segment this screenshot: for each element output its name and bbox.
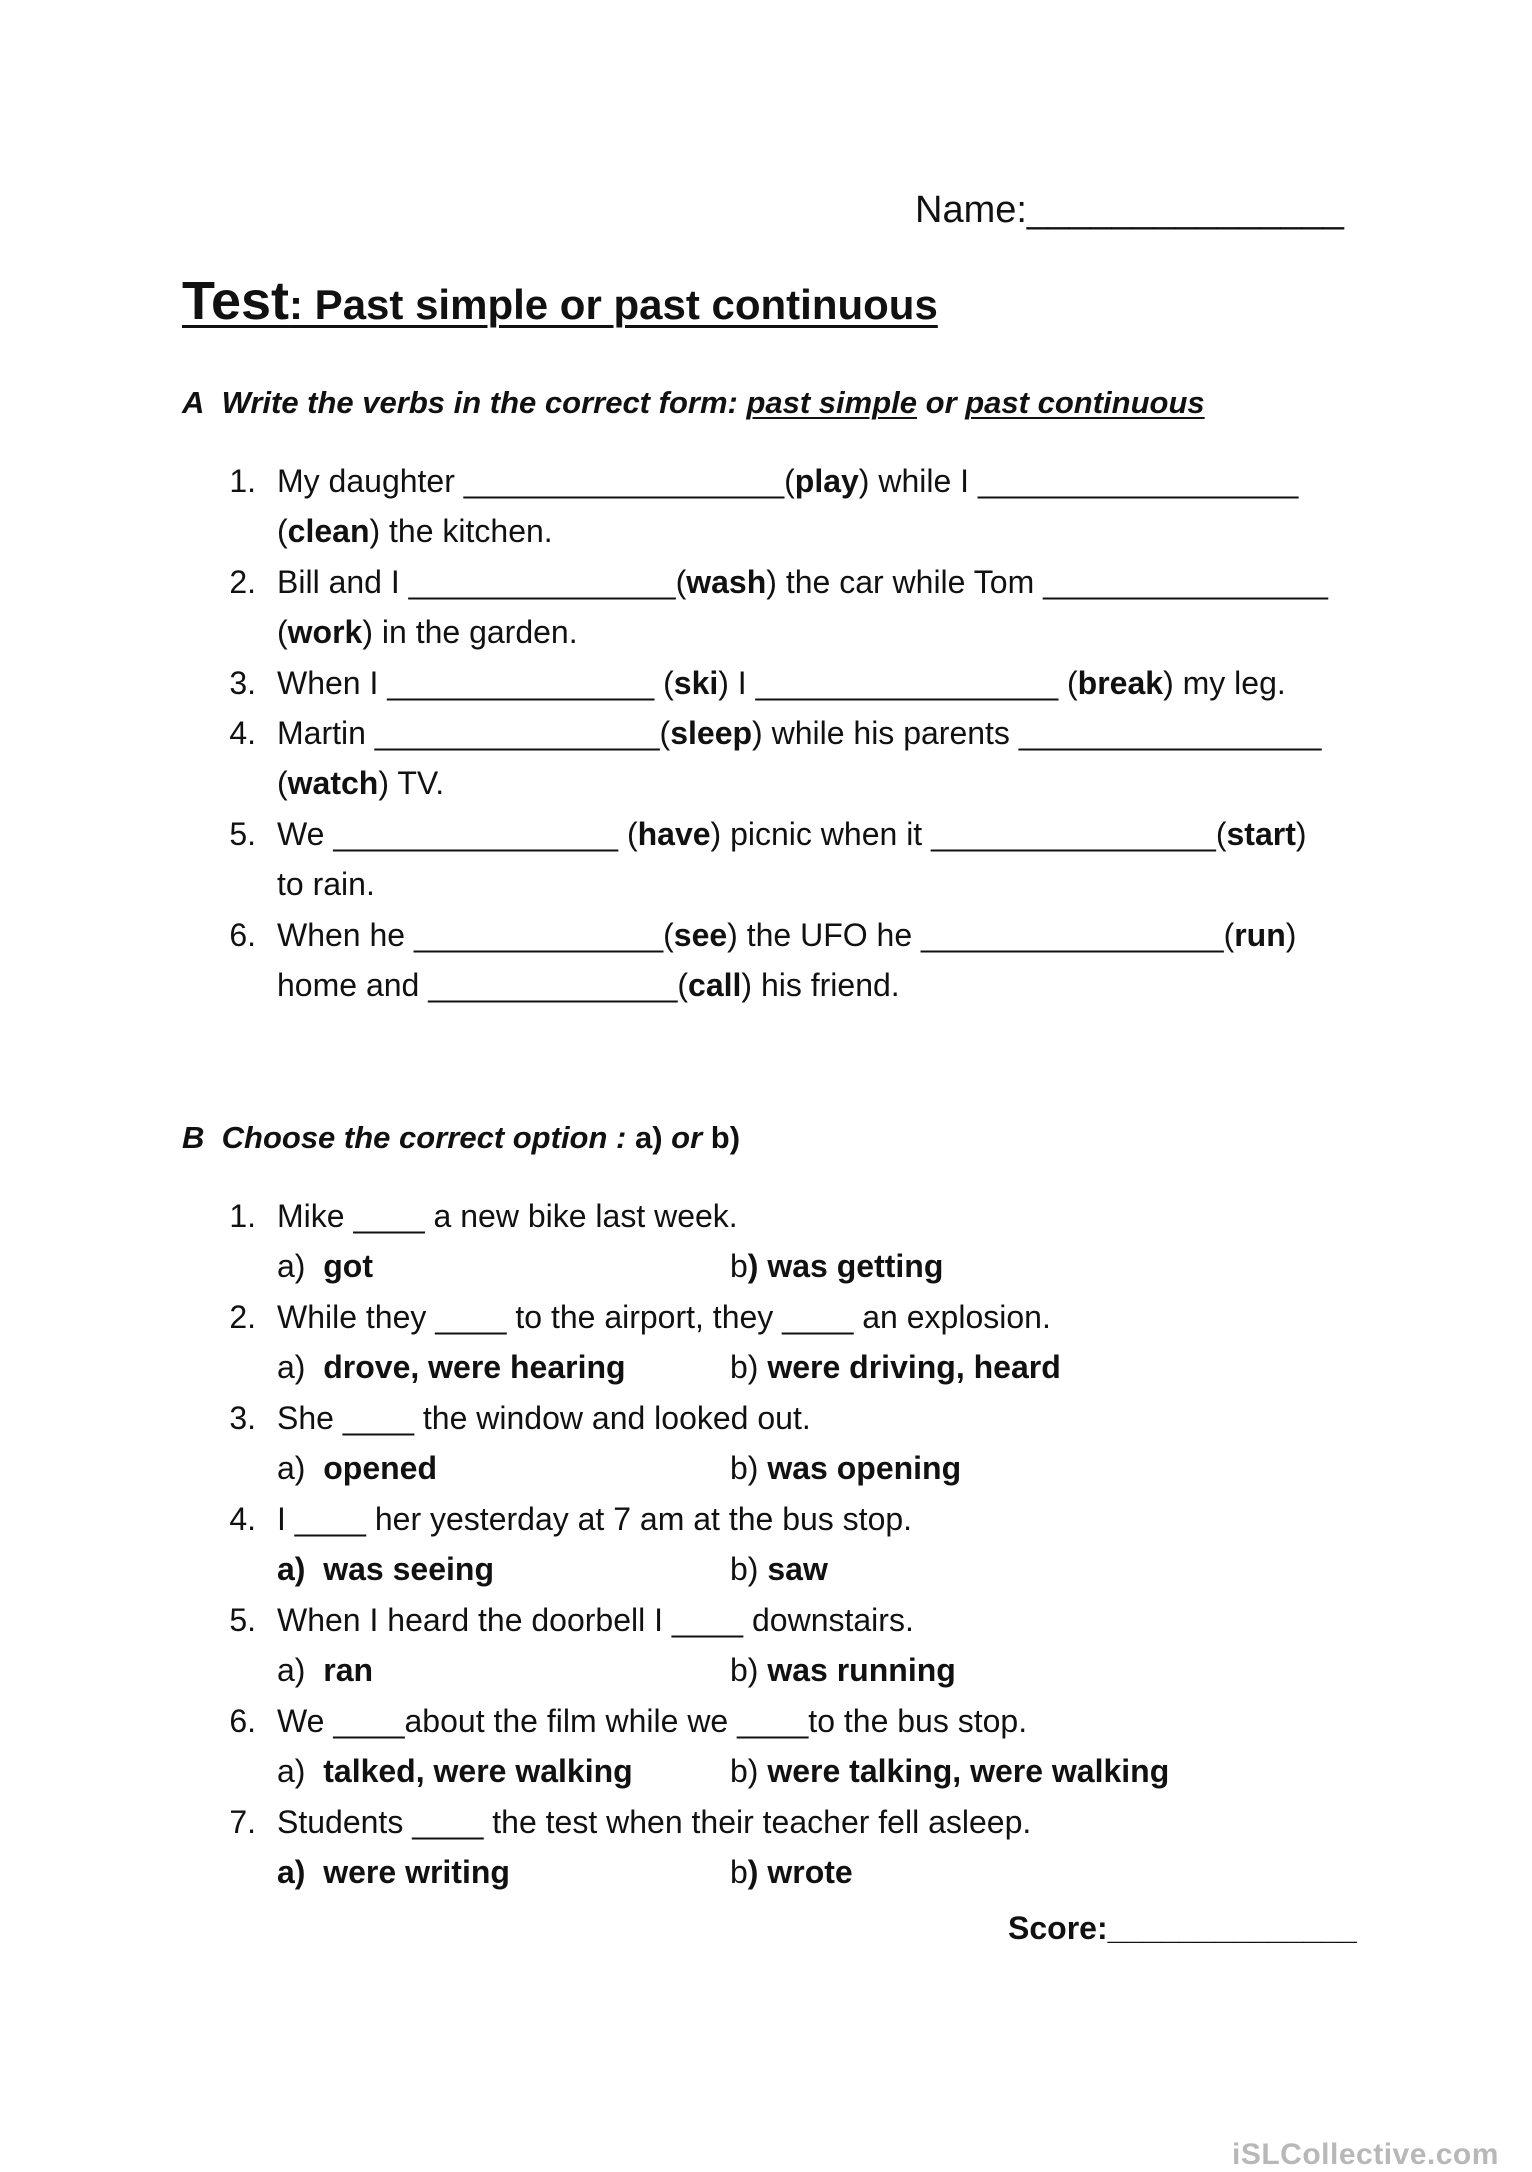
list-item-continued: (work) in the garden. — [277, 614, 578, 650]
item-number: 7. — [229, 1804, 256, 1840]
item-number: 2. — [229, 564, 256, 600]
question-text: She ____ the window and looked out. — [277, 1400, 811, 1436]
item-number: 3. — [229, 1400, 256, 1436]
list-item-continued: to rain. — [277, 866, 375, 902]
question-text: Students ____ the test when their teacher fell asleep. — [277, 1804, 1032, 1840]
option-b: b) saw — [730, 1551, 828, 1587]
past-continuous-label: past continuous — [965, 385, 1205, 420]
option-b: b) were driving, heard — [730, 1349, 1061, 1385]
question-text: I ____ her yesterday at 7 am at the bus stop. — [277, 1501, 913, 1537]
item-number: 4. — [229, 715, 256, 751]
option-a: a) got — [277, 1248, 373, 1284]
option-a: a) talked, were walking — [277, 1753, 633, 1789]
question-text: When I heard the doorbell I ____ downstairs. — [277, 1602, 914, 1638]
list-item: When I _______________ (ski) I _________________ (break) my leg. — [277, 665, 1286, 701]
item-number: 1. — [229, 1198, 256, 1234]
item-number: 4. — [229, 1501, 256, 1537]
option-a: a) was seeing — [277, 1551, 494, 1587]
title-main: Test — [182, 271, 290, 331]
list-item-continued: home and ______________(call) his friend. — [277, 967, 900, 1003]
list-item: Bill and I _______________(wash) the car while Tom ________________ — [277, 564, 1328, 600]
option-a: a) opened — [277, 1450, 438, 1486]
list-item: My daughter __________________(play) while I __________________ — [277, 463, 1299, 499]
question-text: Mike ____ a new bike last week. — [277, 1198, 738, 1234]
list-item-continued: (watch) TV. — [277, 765, 445, 801]
item-number: 2. — [229, 1299, 256, 1335]
list-item-continued: (clean) the kitchen. — [277, 513, 553, 549]
item-number: 1. — [229, 463, 256, 499]
item-number: 5. — [229, 1602, 256, 1638]
list-item: When he ______________(see) the UFO he _________________(run) — [277, 917, 1297, 953]
page-title — [182, 270, 938, 332]
item-number: 6. — [229, 1703, 256, 1739]
list-item: We ________________ (have) picnic when it ________________(start) — [277, 816, 1307, 852]
item-number: 3. — [229, 665, 256, 701]
option-a: a) were writing — [277, 1854, 510, 1890]
title-sub: : Past simple or past continuous — [289, 281, 938, 328]
option-b: b) was getting — [730, 1248, 944, 1284]
question-text: We ____about the film while we ____to the bus stop. — [277, 1703, 1028, 1739]
option-b: b) was opening — [730, 1450, 962, 1486]
section-b-heading: B Choose the correct option : a) or b) — [182, 1120, 741, 1155]
item-number: 5. — [229, 816, 256, 852]
section-a-heading: A Write the verbs in the correct form: past simple or past continuous — [182, 385, 1205, 420]
item-number: 6. — [229, 917, 256, 953]
option-a: a) ran — [277, 1652, 374, 1688]
score-field-label: Score:______________ — [1008, 1910, 1357, 1946]
past-simple-label: past simple — [746, 385, 918, 420]
option-b: b) were talking, were walking — [730, 1753, 1170, 1789]
name-field-label: Name:_______________ — [915, 189, 1344, 231]
watermark-logo: iSLCollective.com — [1232, 2138, 1499, 2171]
option-b: b) was running — [730, 1652, 956, 1688]
list-item: Martin ________________(sleep) while his parents _________________ — [277, 715, 1322, 751]
question-text: While they ____ to the airport, they ____ an explosion. — [277, 1299, 1051, 1335]
option-a: a) drove, were hearing — [277, 1349, 626, 1385]
option-b: b) wrote — [730, 1854, 853, 1890]
